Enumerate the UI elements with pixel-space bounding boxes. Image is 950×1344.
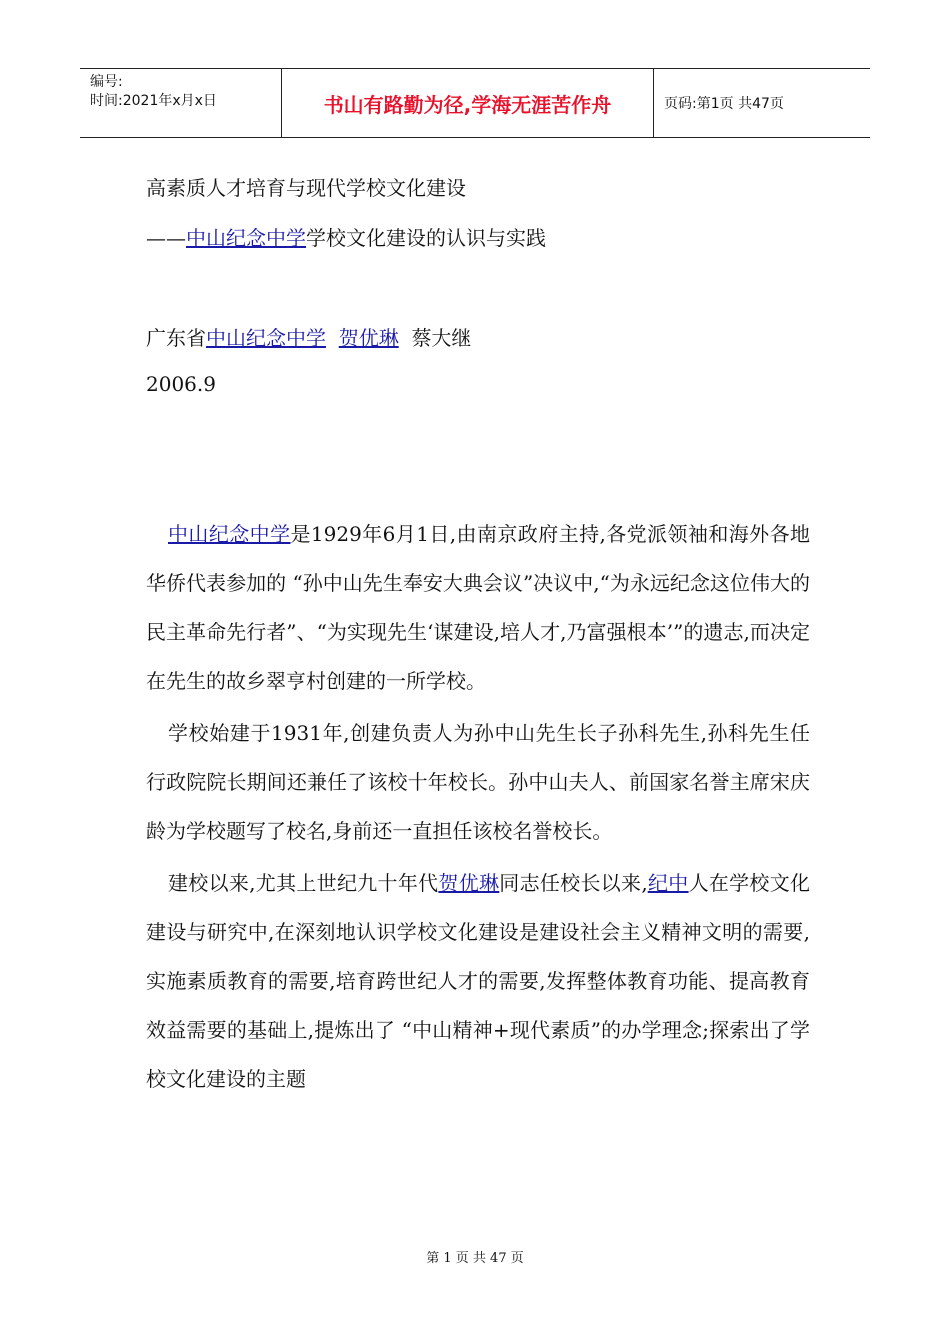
subtitle-rest: 学校文化建设的认识与实践	[306, 226, 546, 250]
author-province: 广东省	[146, 326, 206, 350]
paragraph-1	[146, 510, 810, 706]
number-label: 编号:	[90, 74, 123, 90]
p3-text-a: 建校以来,尤其上世纪九十年代	[168, 871, 439, 895]
body-text	[146, 510, 810, 1107]
header-page-info: 页码:第1页 共47页	[664, 96, 784, 112]
paragraph-2	[146, 709, 810, 856]
paragraph-3	[146, 859, 810, 1104]
document-header	[80, 68, 870, 138]
p1-text: 是1929年6月1日,由南京政府主持,各党派领袖和海外各地华侨代表参加的 “孙中山先生奉安大典会议”决议中,“为永远纪念这位伟大的民主革命先行者”、“为实现先生‘谋建设,培人才,乃富强根本’”的遗志,而决定在先生的故乡翠亨村创建的一所学校。	[146, 522, 811, 693]
author-line	[146, 322, 471, 351]
document-title: 高素质人才培育与现代学校文化建设	[146, 176, 466, 200]
p3-text-c: 人在学校文化建设与研究中,在深刻地认识学校文化建设是建设社会主义精神文明的需要,实施素质教育的需要,培育跨世纪人才的需要,发挥整体教育功能、提高教育效益需要的基础上,提炼出了 “中山精神+现代素质”的办学理念;探索出了学校文化建设的主题	[146, 871, 811, 1091]
p2-text: 学校始建于1931年,创建负责人为孙中山先生长子孙科先生,孙科先生任行政院院长期间还兼任了该校十年校长。孙中山夫人、前国家名誉主席宋庆龄为学校题写了校名,身前还一直担任该校名誉校长。	[146, 721, 810, 843]
header-meta	[80, 69, 282, 137]
author-school-link[interactable]: 中山纪念中学	[206, 326, 326, 350]
author1-link[interactable]: 贺优琳	[338, 326, 399, 350]
author2: 蔡大继	[411, 326, 472, 350]
p1-school-link[interactable]: 中山纪念中学	[168, 522, 291, 546]
subtitle-dash: ——	[146, 226, 186, 250]
time-label: 时间:2021年x月x日	[90, 93, 217, 109]
document-subtitle	[146, 222, 546, 251]
school-link[interactable]: 中山纪念中学	[186, 226, 306, 250]
p3-principal-link[interactable]: 贺优琳	[438, 871, 500, 895]
p3-text-b: 同志任校长以来,	[499, 871, 648, 895]
p3-jizhong-link[interactable]: 纪中	[647, 871, 689, 895]
page-footer: 第 1 页 共 47 页	[426, 1251, 524, 1266]
header-motto: 书山有路勤为径,学海无涯苦作舟	[282, 69, 654, 137]
document-date: 2006.9	[146, 372, 216, 396]
